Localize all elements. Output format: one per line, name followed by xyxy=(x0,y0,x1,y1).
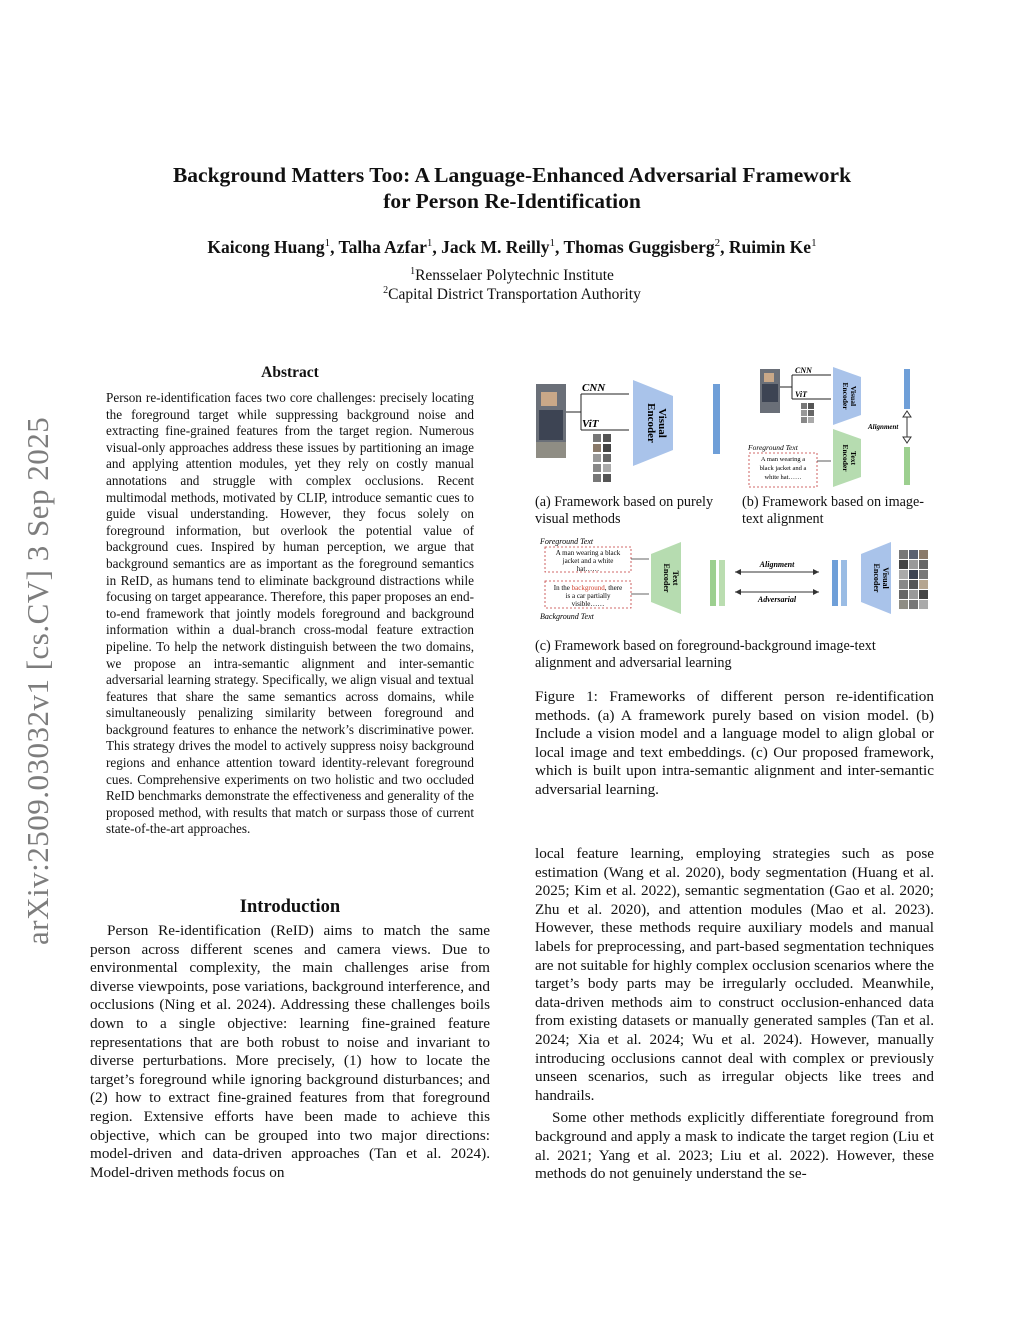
person-image-head xyxy=(541,392,557,406)
panel-b-caption: (b) Framework based on image-text alignment xyxy=(742,494,925,527)
affiliation-name: Capital District Transportation Authority xyxy=(388,286,641,304)
cnn-label: CNN xyxy=(582,382,606,394)
visual-feature-bar xyxy=(904,369,910,409)
text-encoder-label-line2: Encoder xyxy=(662,563,671,593)
person-image-ground xyxy=(536,442,566,458)
visual-encoder-label-line2: Encoder xyxy=(872,563,881,593)
visual-encoder-label-line1: Visual xyxy=(849,385,858,407)
author-affiliation-mark: 2 xyxy=(714,237,721,250)
panel-c-caption: (c) Framework based on foreground-background image-text alignment and adversarial learning xyxy=(535,638,876,671)
vit-label: ViT xyxy=(795,390,808,399)
introduction-paragraph-2: local feature learning, employing strategies such as pose estimation (Wang et al. 2020), body segmentation (Huang et al. 2025; Kim et al. 2022), semantic segmentation (Gao et al. 2020; Zhu et al. 2020), and attention modules (Mao et al. 2023). However, these methods require auxiliary models and manual labels for preprocessing, and part-based segmentation techniques are not suitable for highly complex occlusion scenarios where the target’s body parts may be irregularly occluded. Meanwhile, data-driven methods aim to construct occlusion-enhanced data from existing datasets or manually generated samples (Tan et al. 2024; Xia et al. 2024; Wu et al. 2024). However, manually introducing occlusions cannot deal with complex or previously unseen scenarios, such as irregular objects like trees and handrails. xyxy=(535,845,934,1104)
foreground-sentence-line: white hat…… xyxy=(764,474,802,481)
author-affiliation-mark: 1 xyxy=(811,237,817,250)
figure-1-caption: Figure 1: Frameworks of different person re-identification methods. (a) A framework purely based on vision model. (b) Include a vision model and a language model to align global or local image and text embeddings. (c) Our proposed framework, which is built upon intra-semantic alignment and inter-semantic adversarial learning. xyxy=(535,688,934,798)
vit-label: ViT xyxy=(582,418,599,430)
foreground-sentence-line: A man wearing a xyxy=(760,456,806,463)
affiliation-name: Rensselaer Polytechnic Institute xyxy=(415,267,614,285)
cnn-label: CNN xyxy=(795,366,812,375)
author-list: Kaicong Huang$^1$, Talha Azfar$^1$, Jack M. Reilly$^1$, Thomas Guggisberg$^2$, Ruimin Ke$^1$ xyxy=(207,237,817,257)
foreground-sentence-line: jacket and a white xyxy=(562,557,614,565)
author-name: Thomas Guggisberg xyxy=(563,237,715,257)
text-feature-bar xyxy=(904,447,910,485)
author-name: Jack M. Reilly xyxy=(441,237,550,257)
foreground-text-feature-bar xyxy=(710,560,716,606)
alignment-arrowhead-down xyxy=(903,437,911,443)
introduction-paragraph-3: Some other methods explicitly differentiate foreground from background and apply a mask to indicate the target region (Liu et al. 2021; Yang et al. 2023; Liu et al. 2022). However, these methods do not genuinely understand the se- xyxy=(535,1109,934,1183)
alignment-arrowhead-left xyxy=(735,569,741,575)
visual-encoder-label-line2: Encoder xyxy=(841,382,850,410)
author-name: Ruimin Ke xyxy=(728,237,812,257)
image-patches xyxy=(593,434,611,482)
image-patches xyxy=(801,403,814,423)
figure-panel-b xyxy=(745,365,935,493)
person-image-jacket xyxy=(762,384,778,402)
visual-encoder-label-line1: Visual xyxy=(881,567,890,589)
title-line-1: Background Matters Too: A Language-Enhanced Adversarial Framework xyxy=(172,163,852,187)
affiliation-1 xyxy=(0,266,1024,285)
background-visual-feature-bar xyxy=(841,560,847,606)
alignment-arrowhead-right xyxy=(813,569,819,575)
background-text-feature-bar xyxy=(719,560,725,606)
figure-panel-a xyxy=(533,372,733,487)
author-name: Kaicong Huang xyxy=(207,237,325,257)
author-affiliation-mark: 1 xyxy=(324,237,331,250)
abstract-body: Person re-identification faces two core challenges: precisely locating the foreground target while suppressing background noise and extracting fine-grained features from the target region. Numerous visual-only approaches address these issues by partitioning an image and applying attention modules, yet they rely on costly manual annotations and struggle with complex occlusions. Recent multimodal methods, motivated by CLIP, introduce semantic cues to guide visual understanding. However, they focus solely on foreground information, but overlook the potential value of background cues. Inspired by human perception, we argue that background semantics are as important as the foreground semantics in ReID, as humans tend to eliminate background distractions while focusing on target appearance. Therefore, this paper proposes an end-to-end framework that jointly models foreground and background information within a dual-branch cross-modal feature extraction pipeline. To help the network distinguish between the two domains, we propose an intra-semantic alignment and inter-semantic adversarial learning strategy. Specifically, we align visual and textual features that share the same semantics across domains, while simultaneously penalizing similarity between foreground and background features to enhance the network’s discriminative power. This strategy drives the model to actively suppress noisy background regions and enhance attention toward identity-relevant foreground cues. Comprehensive experiments on two holistic and two occluded ReID benchmarks demonstrate the effectiveness and generality of the proposed method, with results that match or surpass those of current state-of-the-art approaches. xyxy=(106,390,474,837)
affiliation-number: 2 xyxy=(383,285,389,296)
abstract-heading: Abstract xyxy=(261,364,319,381)
adversarial-arrowhead-left xyxy=(735,589,741,595)
visual-encoder-label-line2: Encoder xyxy=(645,403,657,443)
foreground-visual-feature-bar xyxy=(832,560,838,606)
figure-panel-c xyxy=(535,536,935,626)
foreground-sentence-line: hat…… xyxy=(576,565,600,573)
title-line-2: for Person Re-Identification xyxy=(383,189,641,213)
foreground-sentence-line: black jacket and a xyxy=(759,465,807,472)
foreground-sentence-line: A man wearing a black xyxy=(555,549,621,557)
text-encoder-label-line1: Text xyxy=(849,451,858,465)
visual-feature-bar xyxy=(713,384,720,454)
background-sentence-post: , there xyxy=(604,584,623,592)
author-affiliation-mark: 1 xyxy=(549,237,556,250)
image-patches xyxy=(899,550,928,609)
background-sentence-highlight: background xyxy=(571,584,605,592)
foreground-text-label: Foreground Text xyxy=(540,537,594,546)
person-image-jacket xyxy=(539,410,563,440)
text-encoder-label-line1: Text xyxy=(671,570,680,586)
panel-a-caption: (a) Framework based on purely visual methods xyxy=(535,494,714,527)
introduction-paragraph-1 xyxy=(90,922,490,1182)
paper-title xyxy=(0,162,1024,214)
alignment-label: Alignment xyxy=(868,423,899,431)
introduction-heading: Introduction xyxy=(239,897,341,917)
visual-encoder-label-line1: Visual xyxy=(656,408,668,438)
text-encoder-label-line2: Encoder xyxy=(841,444,850,472)
background-sentence-line: visible…… xyxy=(571,600,605,608)
author-name: Talha Azfar xyxy=(338,237,427,257)
person-image-head xyxy=(764,373,774,382)
affiliation-2 xyxy=(0,285,1024,304)
background-sentence-line xyxy=(554,584,622,592)
affiliation-number: 1 xyxy=(410,266,416,277)
adversarial-label: Adversarial xyxy=(757,595,797,604)
author-affiliation-mark: 1 xyxy=(426,237,433,250)
background-text-label: Background Text xyxy=(540,612,594,621)
foreground-text-label: Foreground Text xyxy=(748,443,798,452)
right-column-text xyxy=(535,845,934,1184)
background-sentence-line: is a car partially xyxy=(565,592,611,600)
paragraph-text: Person Re-identification (ReID) aims to match the same person across different scenes and camera views. Due to environmental complexity, the main challenges arise from diverse viewpoints, pose variations, background interference, and occlusions (Ning et al. 2024). Addressing these challenges boils down to a single objective: learning fine-grained feature representations that are both robust to noise and invariant to diverse perturbations. More precisely, (1) how to locate the target’s foreground while ignoring background disturbances; and (2) how to extract fine-grained features from that foreground region. Extensive efforts have been made to achieve this objective, which can be grouped into two major directions: model-driven and data-driven approaches (Tan et al. 2024). Model-driven methods focus on xyxy=(90,922,490,1181)
alignment-label: Alignment xyxy=(759,560,795,569)
arxiv-identifier-stamp: arXiv:2509.03032v1 [cs.CV] 3 Sep 2025 xyxy=(20,416,55,945)
adversarial-arrowhead-right xyxy=(813,589,819,595)
alignment-arrowhead-up xyxy=(903,411,911,417)
background-sentence-pre: In the xyxy=(553,584,572,592)
